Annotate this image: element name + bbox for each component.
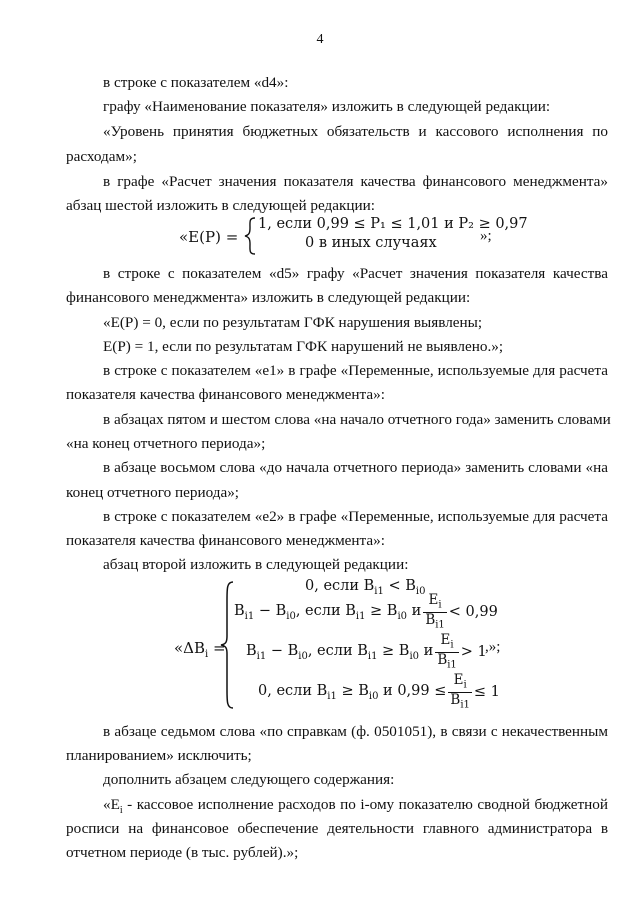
formula-db-case-3: $B_{i1} - B_{i0}$, если $B_{i1} \ge B_{i0}$ и $\frac{E_i}{B_{i1}}$ > 1 xyxy=(246,632,487,671)
paragraph-line: расходам»; xyxy=(66,148,137,165)
formula-ep-tail: »; xyxy=(480,228,492,244)
paragraph-line: в строке с показателем «e2» в графе «Переменные, используемые для расчета xyxy=(103,508,608,525)
paragraph-line: конец отчетного периода»; xyxy=(66,484,240,501)
paragraph-line: «$E_i$ - кассовое исполнение расходов по i-ому показателю сводной бюджетной xyxy=(103,796,608,817)
paragraph-line: показателя качества финансового менеджмента»: xyxy=(66,532,385,549)
paragraph-line: в абзаце седьмом слова «по справкам (ф. 0501051), в связи с некачественным xyxy=(103,723,608,740)
left-brace-icon xyxy=(242,216,258,256)
paragraph-line: в строке с показателем «d4»: xyxy=(103,74,289,91)
formula-db-case-4: 0, если $B_{i1} \ge B_{i0}$ и 0,99 ≤ $\frac{E_i}{B_{i1}}$ ≤ 1 xyxy=(258,672,500,711)
paragraph-line: абзац второй изложить в следующей редакции: xyxy=(103,556,409,573)
paragraph-line: в графе «Расчет значения показателя качества финансового менеджмента» xyxy=(103,173,608,190)
formula-ep-case-2: 0 в иных случаях xyxy=(305,235,437,251)
formula-db-lhs: «$\Delta B_i$ = xyxy=(174,639,226,660)
paragraph-line: графу «Наименование показателя» изложить в следующей редакции: xyxy=(103,98,551,115)
fraction: $\frac{E_i}{B_{i1}}$ xyxy=(437,632,457,671)
paragraph-line: росписи на финансовое обеспечение деятельности главного администратора в xyxy=(66,820,608,837)
paragraph-line: E(P) = 1, если по результатам ГФК нарушений не выявлено.»; xyxy=(103,338,504,355)
paragraph-line: «на конец отчетного периода»; xyxy=(66,435,266,452)
formula-ep-case-1: 1, если 0,99 ≤ P₁ ≤ 1,01 и P₂ ≥ 0,97 xyxy=(258,216,528,232)
paragraph-line: финансового менеджмента» изложить в следующей редакции: xyxy=(66,289,471,306)
page-number: 4 xyxy=(316,32,324,47)
paragraph-line: «E(P) = 0, если по результатам ГФК нарушения выявлены; xyxy=(103,314,483,331)
paragraph-line: абзац шестой изложить в следующей редакции: xyxy=(66,197,375,214)
fraction: $\frac{E_i}{B_{i1}}$ xyxy=(425,592,445,631)
paragraph-line: в абзацах пятом и шестом слова «на начало отчетного года» заменить словами xyxy=(103,411,611,428)
formula-ep-lhs: «E(P) = xyxy=(179,228,239,246)
paragraph-line: отчетном периоде (в тыс. рублей).»; xyxy=(66,844,299,861)
fraction: $\frac{E_i}{B_{i1}}$ xyxy=(450,672,470,711)
paragraph-line: «Уровень принятия бюджетных обязательств и кассового исполнения по xyxy=(103,123,608,140)
paragraph-line: в абзаце восьмом слова «до начала отчетного периода» заменить словами «на xyxy=(103,459,608,476)
formula-db-case-2: $B_{i1} - B_{i0}$, если $B_{i1} \ge B_{i0}$ и $\frac{E_i}{B_{i1}}$ < 0,99 xyxy=(234,592,498,631)
formula-db-case-1: 0, если $B_{i1} < B_{i0}$ xyxy=(305,578,426,597)
paragraph-line: планированием» исключить; xyxy=(66,747,252,764)
paragraph-line: в строке с показателем «d5» графу «Расчет значения показателя качества xyxy=(103,265,608,282)
paragraph-line: в строке с показателем «e1» в графе «Переменные, используемые для расчета xyxy=(103,362,608,379)
paragraph-line: дополнить абзацем следующего содержания: xyxy=(103,771,395,788)
paragraph-line: показателя качества финансового менеджмента»: xyxy=(66,386,385,403)
formula-db-tail: ,»; xyxy=(485,639,501,655)
